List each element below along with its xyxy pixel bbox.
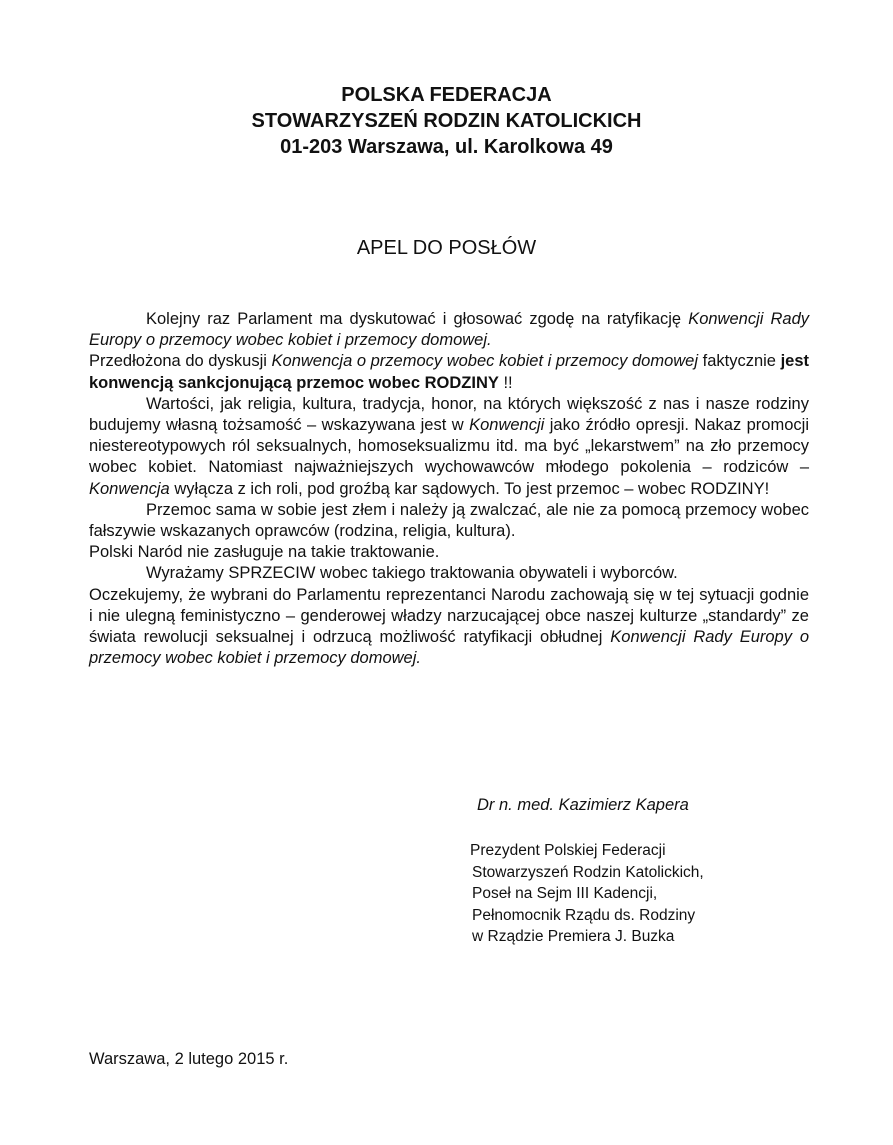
paragraph-3-text-b: jako źródło opresji. Nakaz promocji niestereotypowych ról seksualnych, homoseksualizmu itd. ma być „lekarstwem” na zło przemocy wobec kobiet. Natomiast najważniejszych wychowawców młodego pokolenia – rodziców – bbox=[89, 416, 809, 477]
signatory-role-4: Pełnomocnik Rządu ds. Rodziny bbox=[472, 906, 696, 924]
paragraph-2 bbox=[89, 351, 809, 393]
paragraph-2-text-b: faktycznie bbox=[698, 352, 781, 371]
signatory-roles bbox=[470, 840, 704, 948]
paragraph-1 bbox=[89, 309, 809, 351]
organization-name-line-1: POLSKA FEDERACJA bbox=[341, 84, 552, 106]
paragraph-5 bbox=[89, 542, 809, 563]
paragraph-7 bbox=[89, 585, 809, 670]
paragraph-6-text: Wyrażamy SPRZECIW wobec takiego traktowania obywateli i wyborców. bbox=[146, 564, 678, 583]
paragraph-2-text-a: Przedłożona do dyskusji bbox=[89, 352, 272, 371]
paragraph-7-text: Oczekujemy, że wybrani do Parlamentu reprezentanci Narodu zachowają się w tej sytuacji godnie i nie ulegną feministyczno – genderowej władzy narzucającej obce naszej kulturze „standardy” ze świata rewolucji seksualnej i odrzucą możliwość ratyfikacji obłudnej bbox=[89, 585, 809, 647]
paragraph-4-text: Przemoc sama w sobie jest złem i należy ją zwalczać, ale nie za pomocą przemocy wobec fałszywie wskazanych oprawców (rodzina, religia, kultura). bbox=[89, 500, 809, 541]
organization-header bbox=[0, 82, 893, 160]
signatory-name: Dr n. med. Kazimierz Kapera bbox=[477, 796, 689, 814]
paragraph-3-text-a: Wartości, jak religia, kultura, tradycja, honor, na których większość z nas i nasze rodziny budujemy własną tożsamość – wskazywana jest w bbox=[89, 394, 809, 435]
paragraph-5-text: Polski Naród nie zasługuje na takie traktowanie. bbox=[89, 543, 440, 562]
paragraph-3 bbox=[89, 394, 809, 500]
letter-body bbox=[89, 309, 809, 669]
paragraph-1-text: Kolejny raz Parlament ma dyskutować i głosować zgodę na ratyfikację bbox=[146, 310, 689, 328]
paragraph-3-convention-ref-1: Konwencji bbox=[469, 416, 545, 435]
place-and-date: Warszawa, 2 lutego 2015 r. bbox=[89, 1050, 289, 1068]
paragraph-3-text-c: wyłącza z ich roli, pod groźbą kar sądowych. To jest przemoc – wobec RODZINY! bbox=[169, 479, 770, 498]
paragraph-3-convention-ref-2: Konwencja bbox=[89, 479, 170, 498]
organization-name-line-2: STOWARZYSZEŃ RODZIN KATOLICKICH bbox=[251, 110, 642, 132]
paragraph-6 bbox=[89, 563, 809, 584]
organization-address: 01-203 Warszawa, ul. Karolkowa 49 bbox=[280, 136, 613, 158]
signatory-role-5: w Rządzie Premiera J. Buzka bbox=[472, 928, 675, 945]
paragraph-4 bbox=[89, 500, 809, 542]
signatory-role-2: Stowarzyszeń Rodzin Katolickich, bbox=[472, 863, 704, 881]
document-title: APEL DO POSŁÓW bbox=[356, 237, 537, 259]
paragraph-2-emphasis: jest konwencją sankcjonującą przemoc wobec RODZINY bbox=[89, 352, 809, 392]
signatory-role-3: Poseł na Sejm III Kadencji, bbox=[472, 885, 658, 902]
paragraph-1-convention-title: Konwencji Rady Europy o przemocy wobec kobiet i przemocy domowej. bbox=[89, 310, 809, 350]
paragraph-2-convention-title: Konwencja o przemocy wobec kobiet i przemocy domowej bbox=[271, 352, 699, 371]
paragraph-2-text-c: !! bbox=[498, 373, 513, 392]
paragraph-7-convention-title: Konwencji Rady Europy o przemocy wobec kobiet i przemocy domowej. bbox=[89, 628, 809, 668]
signatory-role-1: Prezydent Polskiej Federacji bbox=[470, 842, 666, 859]
